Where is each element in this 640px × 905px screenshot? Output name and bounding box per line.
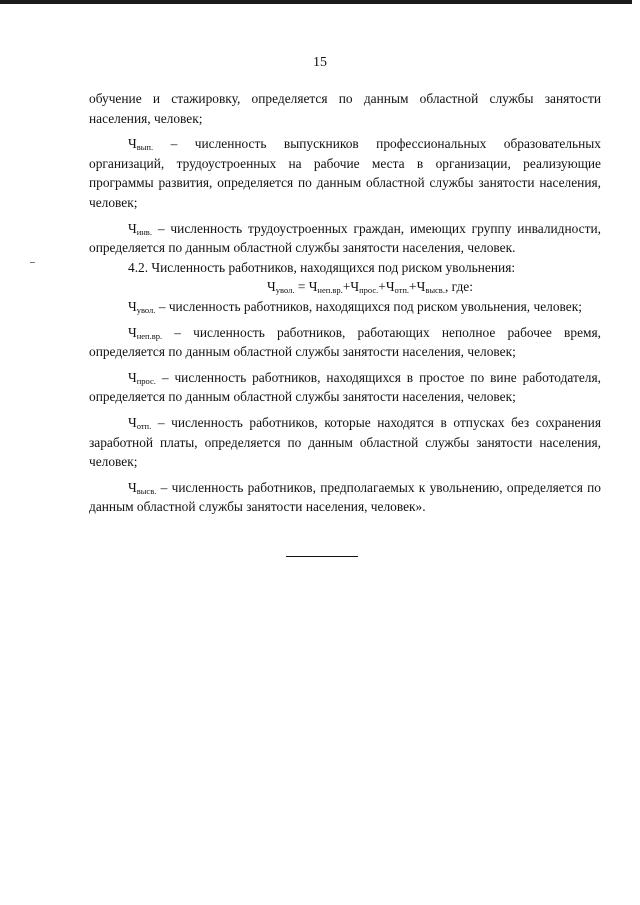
paragraph-ch-vyp [89,134,601,212]
definition-text: – численность работников, находящихся в простое по вине работодателя, определяется по данным областной службы занятости населения, человек; [89,369,601,405]
definition-text: – численность трудоустроенных граждан, имеющих группу инвалидности, определяется по данным областной службы занятости населения, человек. [89,220,601,256]
symbol-subscript: прос. [136,375,156,386]
symbol-subscript: инв. [136,226,152,237]
symbol: Ч [128,479,137,495]
definition-text: – численность работников, которые находятся в отпусках без сохранения заработной платы, определяется по данным областной службы занятости населения, человек; [89,414,601,470]
definition-text: – численность работников, предполагаемых к увольнению, определяется по данным областной службы занятости населения, человек». [89,479,601,515]
symbol-subscript: увол. [136,304,156,315]
paragraph-continuation: обучение и стажировку, определяется по данным областной службы занятости населения, человек; [89,91,601,126]
section-heading-4-2: 4.2. Численность работников, находящихся под риском увольнения: [128,259,516,275]
definition-text: – численность работников, работающих неполное рабочее время, определяется по данным областной службы занятости населения, человек; [89,324,601,360]
definition-text: – численность выпускников профессиональных образовательных организаций, трудоустроенных на рабочие места в организации, реализующие программы развития, определяется по данным областной службы занятости населения, человек; [89,136,601,210]
symbol: Ч [128,414,137,430]
paragraph-ch-otp [89,413,601,472]
formula-plus: + [378,279,386,295]
paragraph-ch-nep-vr [89,323,601,362]
formula-term-1: Ч [308,279,318,295]
symbol: Ч [128,298,137,314]
symbol-subscript: высв. [136,485,157,496]
formula-term-3-sub: отп. [394,285,410,296]
end-separator-line [286,556,358,557]
paragraph-ch-uvol [89,297,601,317]
margin-mark [30,262,35,263]
formula-term-2: Ч [350,279,360,295]
paragraph-ch-vysv [89,478,601,517]
formula-plus: + [409,279,417,295]
symbol-subscript: неп.вр. [136,330,163,341]
symbol: Ч [128,369,137,385]
formula-lhs-sub: увол. [275,285,295,296]
formula-term-2-sub: прос. [359,285,379,296]
formula-plus: + [342,279,351,295]
formula-term-3: Ч [385,279,395,295]
formula-term-4-sub: высв. [425,285,445,296]
top-border-line [0,0,632,4]
formula-tail: , где: [444,279,473,295]
symbol: Ч [128,220,137,236]
symbol: Ч [128,136,137,152]
symbol: Ч [128,324,137,340]
paragraph-ch-inv [89,219,601,258]
formula [89,277,601,297]
formula-lhs: Ч [267,279,276,295]
paragraph-ch-pros [89,368,601,407]
definition-text: – численность работников, находящихся под риском увольнения, человек; [155,298,582,314]
formula-term-4: Ч [416,279,426,295]
formula-term-1-sub: неп.вр. [317,285,343,296]
page-number: 15 [313,55,327,70]
formula-equals: = [294,279,309,295]
symbol-subscript: отп. [136,420,152,431]
document-body [89,89,601,517]
symbol-subscript: вып. [136,142,154,153]
